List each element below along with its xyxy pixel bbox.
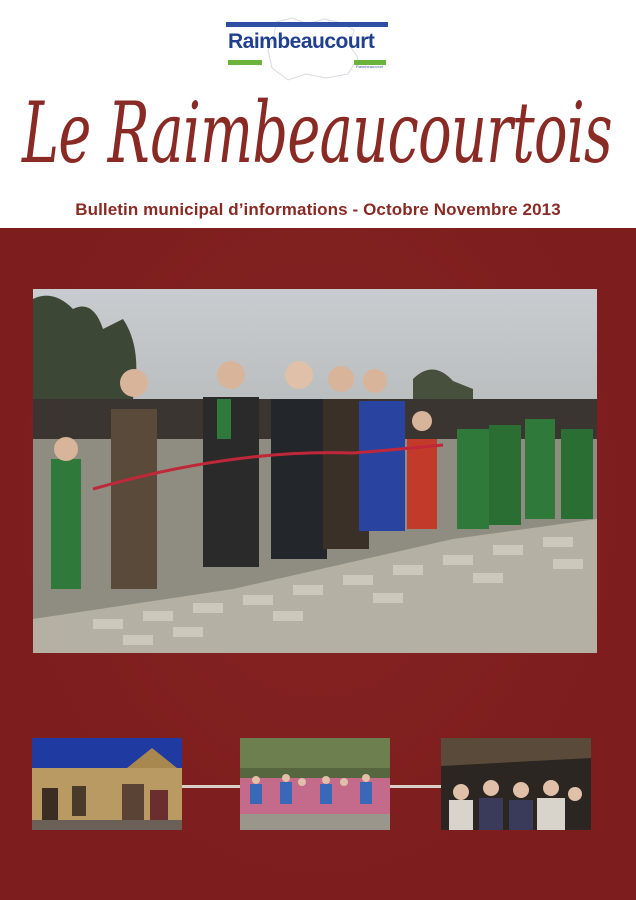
thumbnail-historic-building [32, 738, 182, 830]
logo-blue-stripe [226, 22, 388, 27]
town-logo [226, 12, 388, 70]
logo-wordmark: Raimbeaucourt [228, 30, 375, 53]
ribbon-cutting-photo [33, 289, 597, 653]
thumb-connector-2 [390, 785, 441, 788]
masthead-script-lettering [18, 66, 618, 196]
thumbnail-group-children [240, 738, 390, 830]
thumb-connector-1 [182, 785, 240, 788]
bulletin-subtitle: Bulletin municipal d’informations - Octobre Novembre 2013 [75, 200, 561, 219]
logo-tagline: Raimbeaucourt [356, 64, 384, 69]
masthead-title-text: Le Raimbeaucourtois [20, 84, 613, 182]
thumbnail-gathering-hall [441, 738, 591, 830]
masthead-title [18, 66, 618, 196]
logo-green-stripe [228, 60, 262, 65]
